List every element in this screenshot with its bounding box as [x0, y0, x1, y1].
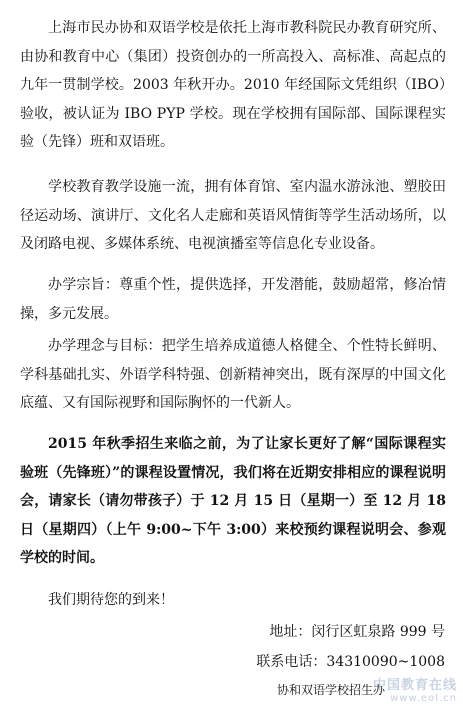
- paragraph-closing: 我们期待您的到来！: [48, 592, 174, 608]
- signature-line: 协和双语学校招生办: [276, 683, 385, 697]
- address-line: 地址：闵行区虹泉路 999 号: [269, 624, 445, 640]
- paragraph-philosophy: 办学理念与目标：把学生培养成道德人格健全、个性特长鲜明、学科基础扎实、外语学科特强、创新精神突出，既有深厚的中国文化底蕴、又有国际视野和国际胸怀的一代新人。: [20, 338, 446, 411]
- paragraph-purpose: 办学宗旨：尊重个性，提供选择，开发潜能，鼓励超常，修冶情操，多元发展。: [20, 277, 446, 322]
- paragraph-school-intro: 上海市民办协和双语学校是依托上海市教科院民办教育研究所、由协和教育中心（集团）投资创办的一所高投入、高标准、高起点的九年一贯制学校。2003 年秋开办。2010 年经国际文凭组织（IBO）验收，被认证为 IBO PYP 学校。现在学校拥有国际部、国际课程实验（先锋）班和双语班。: [20, 20, 446, 150]
- phone-line: 联系电话：34310090~1008: [256, 654, 445, 670]
- paragraph-admission-notice: 2015 年秋季招生来临之前，为了让家长更好了解“国际课程实验班（先锋班）”的课程设置情况，我们将在近期安排相应的课程说明会，请家长（请勿带孩子）于 12 月 15 日（星期一）至 12 月 18 日（星期四）（上午 9:00~下午 3:00）来校预约课程说明会、参观学校的时间。: [20, 436, 446, 566]
- watermark-text: 中国教育在线: [372, 678, 457, 693]
- watermark-logo: [373, 674, 457, 704]
- watermark-url: www.eol.cn: [390, 693, 457, 704]
- paragraph-facilities: 学校教育教学设施一流，拥有体育馆、室内温水游泳池、塑胶田径运动场、演讲厅、文化名人走廊和英语风情街等学生活动场所，以及闭路电视、多媒体系统、电视演播室等信息化专业设备。: [20, 179, 446, 252]
